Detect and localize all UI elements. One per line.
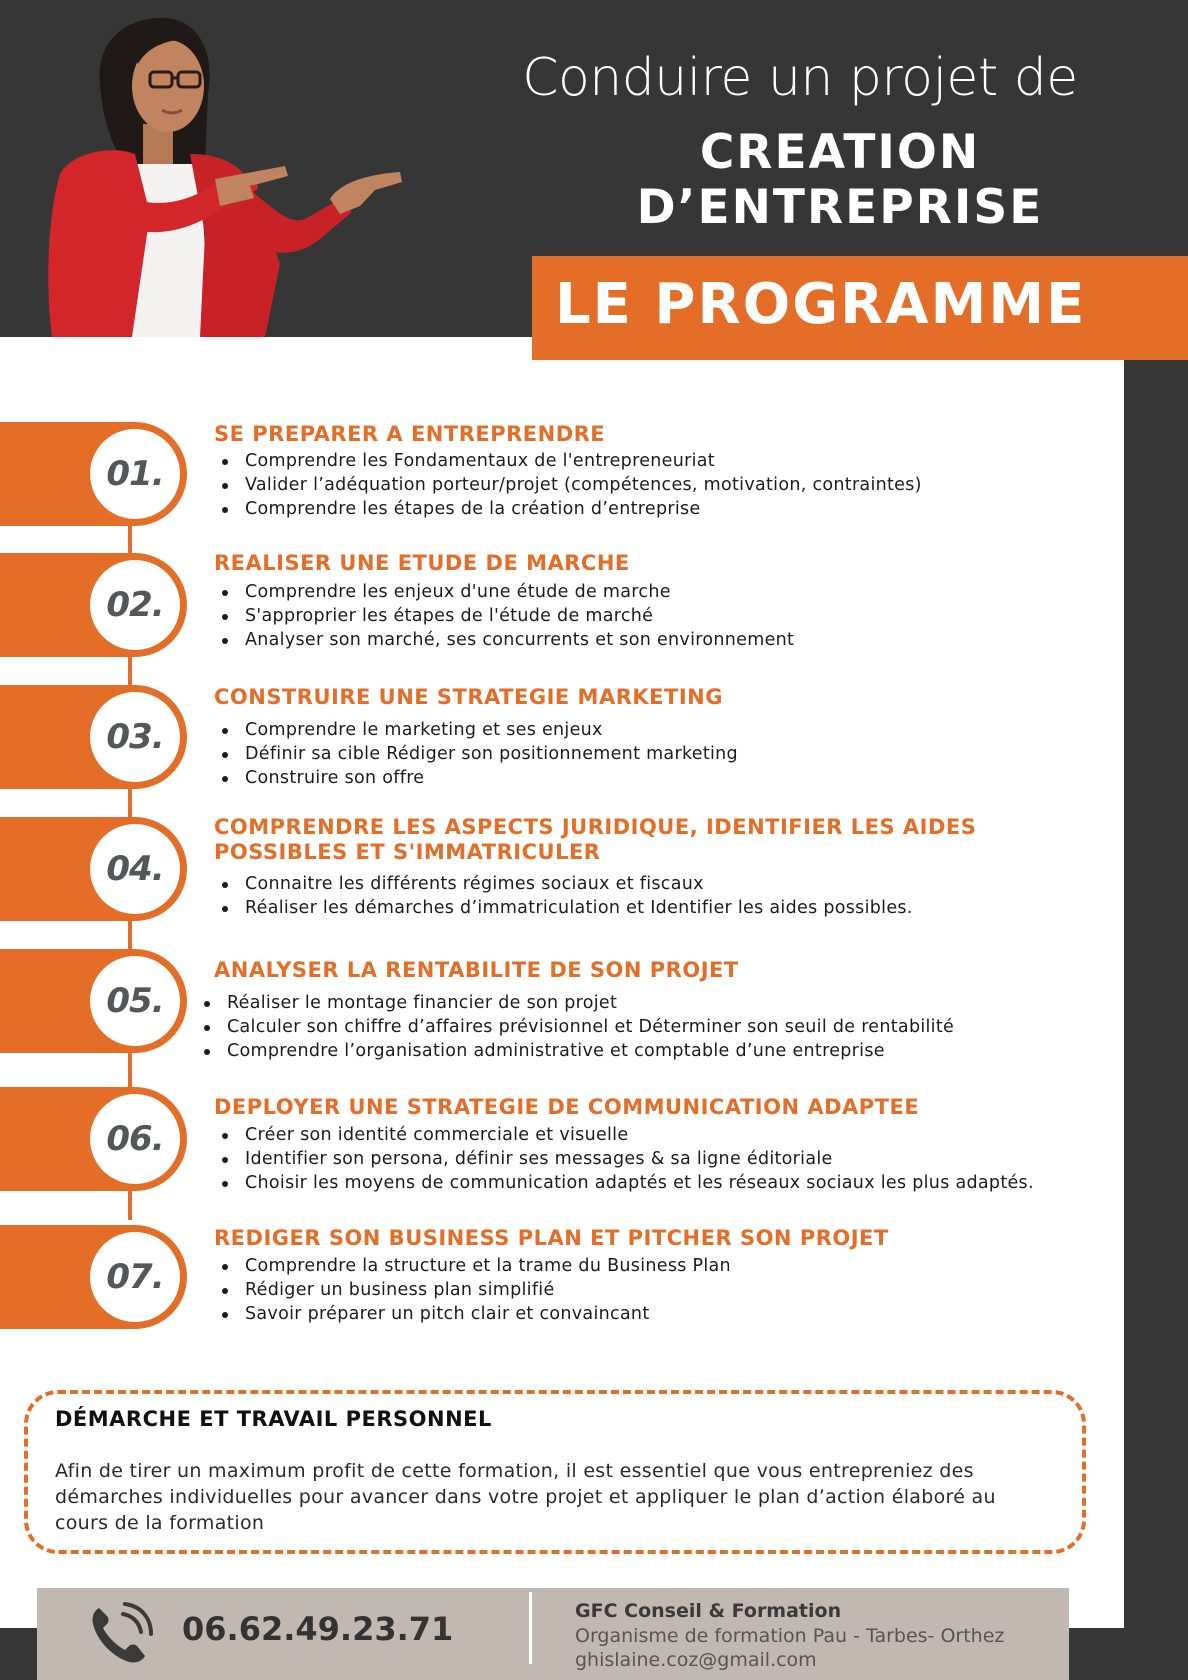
step-badge-06 bbox=[0, 1087, 186, 1191]
phone-number[interactable]: 06.62.49.23.71 bbox=[182, 1610, 454, 1648]
step-badge-03 bbox=[0, 685, 186, 789]
footer-divider bbox=[529, 1592, 532, 1664]
step-list-03 bbox=[220, 718, 1120, 790]
step-title-07: REDIGER SON BUSINESS PLAN ET PITCHER SON PROJET bbox=[214, 1226, 889, 1250]
demarche-text: Afin de tirer un maximum profit de cette formation, il est essentiel que vous entrepreniez des démarches individuelles pour avancer dans votre projet et appliquer le plan d’action élaboré au cours de la formation bbox=[55, 1460, 996, 1534]
step-number: 02. bbox=[106, 585, 164, 625]
list-item: Comprendre les enjeux d'une étude de marche bbox=[220, 580, 1120, 604]
list-item: Créer son identité commerciale et visuelle bbox=[220, 1123, 1120, 1147]
step-title-02: REALISER UNE ETUDE DE MARCHE bbox=[214, 551, 630, 575]
list-item: Comprendre la structure et la trame du Business Plan bbox=[220, 1254, 1120, 1278]
step-title-04-line2: POSSIBLES ET S'IMMATRICULER bbox=[214, 840, 601, 864]
list-item: Comprendre les étapes de la création d’entreprise bbox=[220, 497, 1120, 521]
list-item: Analyser son marché, ses concurrents et son environnement bbox=[220, 628, 1120, 652]
step-list-01 bbox=[220, 449, 1120, 521]
step-title-04-line1: COMPRENDRE LES ASPECTS JURIDIQUE, IDENTIFIER LES AIDES bbox=[214, 815, 977, 839]
step-list-06 bbox=[220, 1123, 1120, 1195]
step-number: 07. bbox=[106, 1257, 164, 1297]
list-item: Choisir les moyens de communication adaptés et les réseaux sociaux les plus adaptés. bbox=[220, 1171, 1120, 1195]
step-badge-04 bbox=[0, 817, 186, 921]
step-badge-01 bbox=[0, 422, 186, 526]
company-subtitle: Organisme de formation Pau - Tarbes- Orthez bbox=[575, 1625, 1005, 1647]
step-title-03: CONSTRUIRE UNE STRATEGIE MARKETING bbox=[214, 685, 723, 709]
step-list-05 bbox=[202, 991, 1102, 1063]
step-title-06: DEPLOYER UNE STRATEGIE DE COMMUNICATION ADAPTEE bbox=[214, 1095, 920, 1119]
step-badge-07 bbox=[0, 1225, 186, 1329]
step-number: 04. bbox=[106, 849, 164, 889]
step-number: 03. bbox=[106, 717, 164, 757]
list-item: Valider l’adéquation porteur/projet (compétences, motivation, contraintes) bbox=[220, 473, 1120, 497]
step-title-01: SE PREPARER A ENTREPRENDRE bbox=[214, 422, 606, 446]
list-item: Calculer son chiffre d’affaires prévisionnel et Déterminer son seuil de rentabilité bbox=[202, 1015, 1102, 1039]
list-item: S'approprier les étapes de l'étude de marché bbox=[220, 604, 1120, 628]
list-item: Comprendre l’organisation administrative et comptable d’une entreprise bbox=[202, 1039, 1102, 1063]
list-item: Identifier son persona, définir ses messages & sa ligne éditoriale bbox=[220, 1147, 1120, 1171]
company-name: GFC Conseil & Formation bbox=[575, 1600, 842, 1622]
list-item: Comprendre le marketing et ses enjeux bbox=[220, 718, 1120, 742]
list-item: Construire son offre bbox=[220, 766, 1120, 790]
list-item: Définir sa cible Rédiger son positionnement marketing bbox=[220, 742, 1120, 766]
list-item: Comprendre les Fondamentaux de l'entrepreneuriat bbox=[220, 449, 1120, 473]
right-frame-background bbox=[1124, 337, 1188, 1680]
step-badge-05 bbox=[0, 949, 186, 1053]
step-number: 06. bbox=[106, 1119, 164, 1159]
step-list-07 bbox=[220, 1254, 1120, 1326]
company-email[interactable]: ghislaine.coz@gmail.com bbox=[575, 1649, 817, 1671]
list-item: Réaliser les démarches d’immatriculation et Identifier les aides possibles. bbox=[220, 896, 1120, 920]
phone-icon bbox=[85, 1598, 155, 1668]
programme-banner-label: LE PROGRAMME bbox=[555, 272, 1087, 337]
step-list-04 bbox=[220, 872, 1120, 920]
step-number: 01. bbox=[106, 454, 164, 494]
list-item: Réaliser le montage financier de son projet bbox=[202, 991, 1102, 1015]
step-title-04 bbox=[214, 815, 1114, 865]
presenter-photo bbox=[40, 14, 440, 337]
step-badge-02 bbox=[0, 553, 186, 657]
step-title-05: ANALYSER LA RENTABILITE DE SON PROJET bbox=[214, 958, 739, 982]
demarche-title: DÉMARCHE ET TRAVAIL PERSONNEL bbox=[55, 1407, 492, 1431]
page-title-line2: CREATION D’ENTREPRISE bbox=[636, 125, 1044, 235]
list-item: Connaitre les différents régimes sociaux et fiscaux bbox=[220, 872, 1120, 896]
page-title-line1: Conduire un projet de bbox=[522, 48, 1078, 108]
list-item: Savoir préparer un pitch clair et convaincant bbox=[220, 1302, 1120, 1326]
step-list-02 bbox=[220, 580, 1120, 652]
step-number: 05. bbox=[106, 981, 164, 1021]
list-item: Rédiger un business plan simplifié bbox=[220, 1278, 1120, 1302]
